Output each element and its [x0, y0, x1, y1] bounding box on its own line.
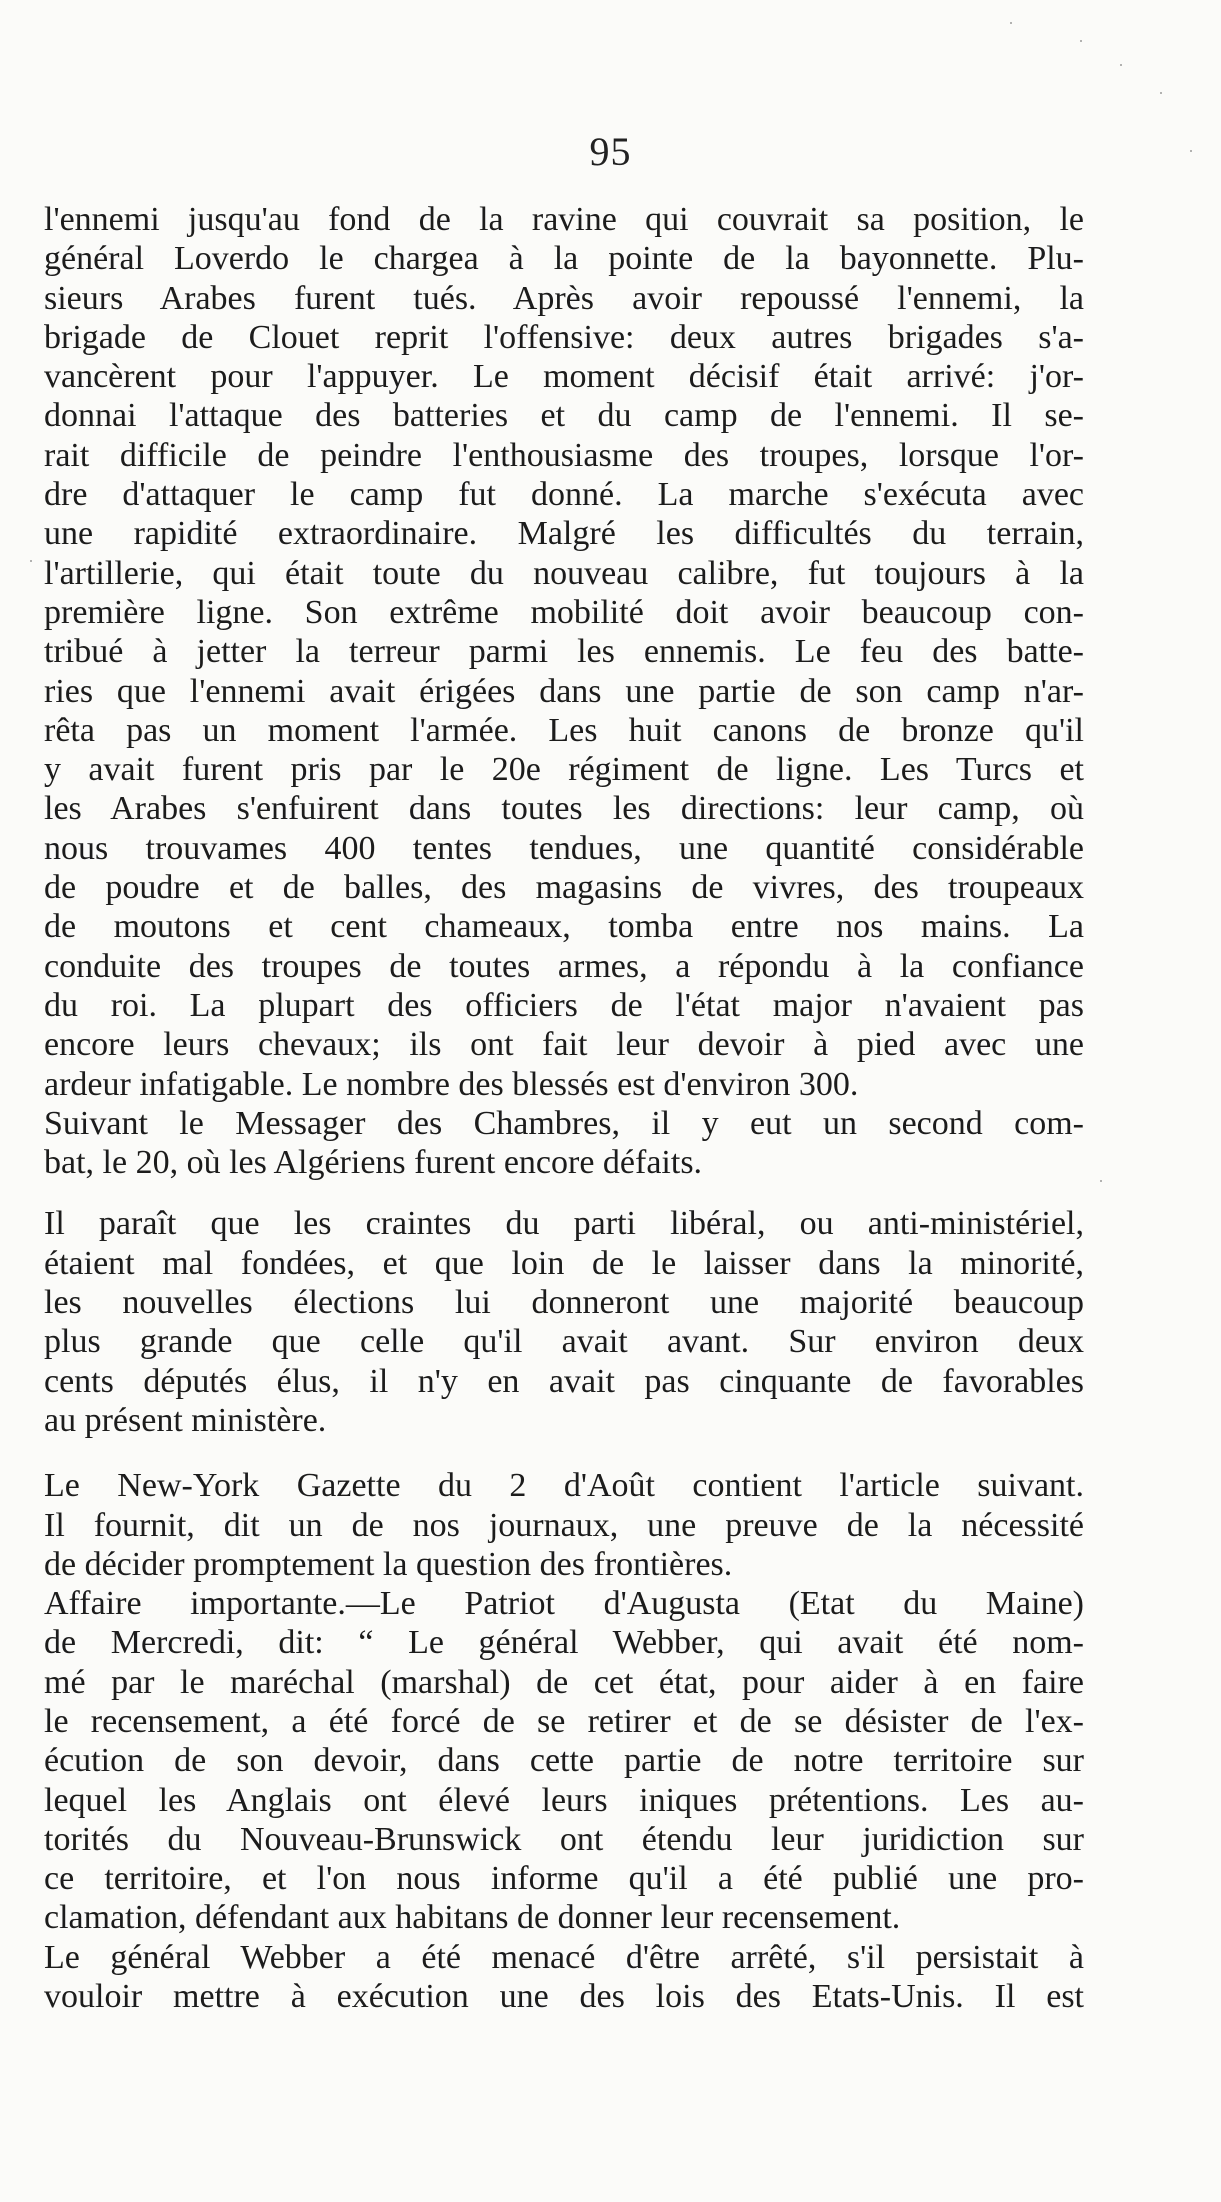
text-line: l'artillerie, qui était toute du nouveau calibre, fut toujours à la — [44, 554, 1084, 592]
paragraph-elections — [44, 1204, 1084, 1440]
text-line: de poudre et de balles, des magasins de vivres, des troupeaux — [44, 869, 1084, 907]
text-line: clamation, défendant aux habitans de donner leur recensement. — [44, 1899, 901, 1937]
text-line: conduite des troupes de toutes armes, a répondu à la confiance — [44, 947, 1084, 985]
paragraph-spacer — [44, 1440, 1084, 1466]
text-line: lequel les Anglais ont élevé leurs iniques prétentions. Les au- — [44, 1781, 1084, 1819]
text-line: une rapidité extraordinaire. Malgré les difficultés du terrain, — [44, 515, 1084, 553]
text-line: tribué à jetter la terreur parmi les ennemis. Le feu des batte- — [44, 633, 1084, 671]
text-line: au présent ministère. — [44, 1401, 327, 1439]
paragraph-spacer — [44, 1182, 1084, 1204]
text-line: étaient mal fondées, et que loin de le laisser dans la minorité, — [44, 1244, 1084, 1282]
text-line: le recensement, a été forcé de se retirer et de se désister de l'ex- — [44, 1702, 1084, 1740]
text-line: rêta pas un moment l'armée. Les huit canons de bronze qu'il — [44, 711, 1084, 749]
paragraph-gazette — [44, 1466, 1084, 1584]
text-line: torités du Nouveau-Brunswick ont étendu leur juridiction sur — [44, 1820, 1084, 1858]
scan-speck — [1190, 150, 1192, 152]
text-line: rait difficile de peindre l'enthousiasme des troupes, lorsque l'or- — [44, 436, 1084, 474]
page-number: 95 — [589, 129, 632, 174]
text-line: encore leurs chevaux; ils ont fait leur devoir à pied avec une — [44, 1026, 1084, 1064]
text-line: donnai l'attaque des batteries et du camp de l'ennemi. Il se- — [44, 397, 1084, 435]
text-line: plus grande que celle qu'il avait avant. Sur environ deux — [44, 1323, 1084, 1361]
scan-speck — [1160, 92, 1162, 94]
text-line: Le général Webber a été menacé d'être arrêté, s'il persistait à — [44, 1938, 1084, 1976]
text-line: Suivant le Messager des Chambres, il y eut un second com- — [44, 1104, 1084, 1142]
text-line: brigade de Clouet reprit l'offensive: deux autres brigades s'a- — [44, 318, 1084, 356]
text-line: l'ennemi jusqu'au fond de la ravine qui couvrait sa position, le — [44, 201, 1084, 238]
text-line: les Arabes s'enfuirent dans toutes les directions: leur camp, où — [44, 790, 1084, 828]
text-line: les nouvelles élections lui donneront une majorité beaucoup — [44, 1284, 1084, 1322]
text-line: y avait furent pris par le 20e régiment de ligne. Les Turcs et — [44, 751, 1084, 789]
text-line: de moutons et cent chameaux, tomba entre nos mains. La — [44, 908, 1084, 946]
paragraph-affaire-importante — [44, 1584, 1084, 1938]
text-line: général Loverdo le chargea à la pointe de la bayonnette. Plu- — [44, 240, 1084, 278]
paragraph-battle-report — [44, 200, 1084, 1104]
paragraph-webber-threat — [44, 1938, 1084, 2017]
scan-speck — [1010, 22, 1012, 24]
scan-speck — [1080, 40, 1082, 42]
scan-speck — [1100, 1180, 1102, 1182]
text-line: dre d'attaquer le camp fut donné. La marche s'exécuta avec — [44, 476, 1084, 514]
text-line: première ligne. Son extrême mobilité doit avoir beaucoup con- — [44, 593, 1084, 631]
text-line: cents députés élus, il n'y en avait pas cinquante de favorables — [44, 1362, 1084, 1400]
text-line: sieurs Arabes furent tués. Après avoir repoussé l'ennemi, la — [44, 279, 1084, 317]
text-line: Affaire importante.—Le Patriot d'Augusta (Etat du Maine) — [44, 1585, 1084, 1623]
text-line: du roi. La plupart des officiers de l'état major n'avaient pas — [44, 986, 1084, 1024]
text-line: bat, le 20, où les Algériens furent encore défaits. — [44, 1144, 703, 1182]
body-text — [44, 200, 1084, 2016]
text-line: ries que l'ennemi avait érigées dans une partie de son camp n'ar- — [44, 672, 1084, 710]
text-line: vancèrent pour l'appuyer. Le moment décisif était arrivé: j'or- — [44, 358, 1084, 396]
text-line: de décider promptement la question des frontières. — [44, 1545, 733, 1583]
text-line: Le New-York Gazette du 2 d'Août contient l'article suivant. — [44, 1467, 1084, 1505]
text-line: ardeur infatigable. Le nombre des blessés est d'environ 300. — [44, 1065, 859, 1103]
text-line: écution de son devoir, dans cette partie de notre territoire sur — [44, 1742, 1084, 1780]
text-line: Il paraît que les craintes du parti libéral, ou anti-ministériel, — [44, 1205, 1084, 1243]
paragraph-second-combat — [44, 1104, 1084, 1183]
text-line: vouloir mettre à exécution une des lois des Etats-Unis. Il est — [44, 1978, 1084, 2016]
scan-speck — [30, 560, 32, 562]
text-line: mé par le maréchal (marshal) de cet état, pour aider à en faire — [44, 1663, 1084, 1701]
scan-speck — [1120, 64, 1122, 66]
text-line: nous trouvames 400 tentes tendues, une quantité considérable — [44, 829, 1084, 867]
text-line: de Mercredi, dit: “ Le général Webber, qui avait été nom- — [44, 1624, 1084, 1662]
text-line: Il fournit, dit un de nos journaux, une preuve de la nécessité — [44, 1506, 1084, 1544]
text-line: ce territoire, et l'on nous informe qu'il a été publié une pro- — [44, 1860, 1084, 1898]
